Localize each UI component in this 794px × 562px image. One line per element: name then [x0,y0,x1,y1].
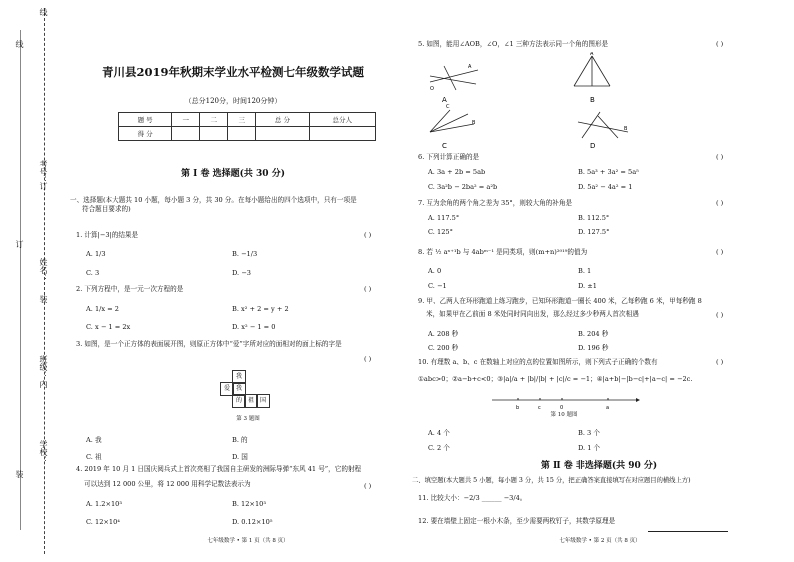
q10-option-d: D. 1 个 [578,444,601,452]
binding-mark: 装 [15,470,24,478]
svg-text:B: B [472,120,476,126]
q2-option-b: B. x² + 2 = y + 2 [232,305,289,313]
part-2-instructions: 二、填空题(本大题共 5 小题，每小题 3 分，共 15 分，把正确答案直接填写在对应题目的横线上方) [412,477,691,484]
table-cell[interactable] [172,127,200,141]
question-8: 8. 若 ½ aⁿ⁺¹b 与 4abᵐ⁻¹ 是同类项，则(m+n)²⁰¹⁹的值为 [418,248,588,256]
q10-option-a: A. 4 个 [428,429,450,437]
left-page [68,0,398,562]
cube-face: 国 [256,394,270,408]
angle-figure-c [430,104,476,132]
q1-option-b: B. −1/3 [232,250,258,258]
figure-label: C [442,142,447,150]
binding-mark: 线 [39,8,48,16]
svg-text:A: A [590,52,594,57]
q2-option-a: A. 1/x = 2 [86,305,120,313]
table-cell[interactable] [309,127,375,141]
cube-face: 我 [232,370,246,384]
exam-number-label: 考号： [39,160,48,184]
binding-strip [0,0,62,562]
svg-text:A: A [468,64,472,70]
q10-option-b: B. 3 个 [578,429,600,437]
q1-option-d: D. −3 [232,269,251,277]
table-cell[interactable] [200,127,228,141]
answer-parentheses[interactable]: ( ) [716,153,724,161]
table-cell: 得 分 [119,127,172,141]
right-page [410,0,788,562]
question-11: 11. 比较大小：−2/3 ______ −3/4。 [418,494,527,502]
cube-face: 爱 [220,382,234,396]
answer-parentheses[interactable]: ( ) [364,285,372,293]
question-1: 1. 计算|−3|的结果是 [76,231,139,239]
angle-figure-d [578,112,628,138]
figure-label: B [590,96,595,104]
q7-option-a: A. 117.5° [428,214,460,222]
question-line: 米，如果甲在乙前面 8 米处同时同向出发，那么经过多少秒两人首次相遇 [426,310,639,318]
q7-option-d: D. 127.5° [578,228,610,236]
q8-option-c: C. −1 [428,282,447,290]
answer-parentheses[interactable]: ( ) [364,231,372,239]
q6-option-a: A. 3a + 2b = 5ab [428,168,486,176]
q2-option-d: D. x² − 1 = 0 [232,323,276,331]
binding-mark: 装 [39,295,48,303]
figure-caption: 第 3 题图 [236,416,260,422]
school-label: 学校： [39,440,48,464]
q9-option-a: A. 208 秒 [428,330,459,338]
question-6: 6. 下列计算正确的是 [418,153,480,161]
instructions-line: 一、选择题(本大题共 10 小题，每小题 3 分，共 30 分。在每小题给出的四个选项中，只有一项是 [70,196,357,204]
cube-face: 我 [232,382,246,396]
q3-option-a: A. 我 [86,436,102,444]
section-2-title: 第 Ⅱ 卷 非选择题(共 90 分) [540,461,658,471]
answer-blank[interactable] [648,517,728,536]
q3-option-c: C. 祖 [86,453,102,461]
q3-option-d: D. 国 [232,453,248,461]
answer-parentheses[interactable]: ( ) [716,248,724,256]
svg-text:O: O [430,86,434,92]
answer-parentheses[interactable]: ( ) [716,40,724,48]
axis-label: b [516,405,520,411]
q1-option-c: C. 3 [86,269,100,277]
q4-option-b: B. 12×10³ [232,500,266,508]
instructions-line: 符合题目要求的) [82,205,131,213]
question-3: 3. 如图，是一个正方体的表面展开图，则原正方体中“爱”字所对应的面相对的面上标的字是 [76,340,342,348]
exam-subtitle: （总分120分，时间120分钟） [184,97,282,105]
question-line: 4. 2019 年 10 月 1 日国庆阅兵式上首次亮相了我国自主研发的洲际导弹“东风 41 号”，它的射程 [76,465,362,473]
q3-option-b: B. 的 [232,436,248,444]
table-cell: 二 [200,113,228,127]
q5-angle-figures [410,52,788,152]
binding-mark: 订 [15,240,24,248]
part-1-instructions [70,196,396,214]
q9-option-d: D. 196 秒 [578,344,609,352]
q8-option-d: D. ±1 [578,282,597,290]
page-footer: 七年级数学 • 第 2 页（共 8 页） [559,538,641,544]
answer-parentheses[interactable]: ( ) [364,355,372,363]
name-label: 姓名： [39,258,48,282]
binding-mark: 线 [15,40,24,48]
table-cell: 三 [228,113,256,127]
q7-option-c: C. 125° [428,228,453,236]
cube-face: 祖 [244,394,258,408]
q6-option-d: D. 5a² − 4a² = 1 [578,183,633,191]
q4-option-d: D. 0.12×10⁵ [232,518,273,526]
q9-option-c: C. 200 秒 [428,344,459,352]
question-9 [418,297,788,319]
q10-option-c: C. 2 个 [428,444,450,452]
binding-solid-line [20,30,21,530]
page-footer: 七年级数学 • 第 1 页（共 8 页） [207,538,289,544]
question-12: 12. 要在墙壁上固定一根小木条，至少需要两枚钉子，其数学原理是 [418,517,616,525]
exam-title: 青川县2019年秋期末学业水平检测七年级数学试题 [101,65,364,79]
question-5: 5. 如图，能用∠AOB，∠O，∠1 三种方法表示同一个角的图形是 [418,40,609,48]
class-label: 班级： [39,355,48,379]
question-10-statements: ①abc>0；②a−b+c<0；③|a|/a + |b|/|b| + |c|/c = −1；④|a+b|−|b−c|+|a−c| = −2c. [418,375,693,383]
q4-option-c: C. 12×10⁴ [86,518,120,526]
axis-label: a [606,405,610,411]
table-cell[interactable] [228,127,256,141]
figure-label: D [590,142,596,150]
cube-face: 的 [232,394,246,408]
q1-option-a: A. 1/3 [86,250,106,258]
q7-option-b: B. 112.5° [578,214,610,222]
binding-mark: 内 [39,380,48,388]
binding-mark: 订 [39,182,48,190]
score-table-row [119,127,376,141]
answer-parentheses[interactable]: ( ) [364,482,372,490]
question-10: 10. 有理数 a、b、c 在数轴上对应的点的位置如图所示，则下列式子正确的个数有 [418,358,658,366]
q2-option-c: C. x − 1 = 2x [86,323,131,331]
figure-caption: 第 10 题图 [550,412,578,418]
q6-option-c: C. 3a²b − 2ba² = a²b [428,183,498,191]
angle-figure-a [430,64,478,92]
table-cell[interactable] [256,127,309,141]
question-line: 可以达到 12 000 公里，将 12 000 用科学记数法表示为 [84,480,251,488]
table-cell: 总 分 [256,113,309,127]
svg-text:C: C [446,104,450,110]
table-cell: 题 号 [119,113,172,127]
axis-label: c [538,405,541,411]
question-2: 2. 下列方程中，是一元一次方程的是 [76,285,184,293]
q8-option-a: A. 0 [428,267,442,275]
question-7: 7. 互为余角的两个角之差为 35°，则较大角的补角是 [418,199,573,207]
angle-figure-b [574,52,610,86]
axis-label: 0 [560,405,564,411]
svg-text:B: B [624,126,628,132]
answer-parentheses[interactable]: ( ) [716,199,724,207]
score-table [118,112,376,141]
score-table-row [119,113,376,127]
q9-option-b: B. 204 秒 [578,330,609,338]
table-cell: 一 [172,113,200,127]
q6-option-b: B. 5a³ + 3a² = 5a⁵ [578,168,639,176]
number-line-figure [490,392,640,412]
figure-label: A [442,96,447,104]
question-4 [76,465,400,489]
answer-parentheses[interactable]: ( ) [716,358,724,366]
section-1-title: 第 Ⅰ 卷 选择题(共 30 分) [181,169,285,179]
q8-option-b: B. 1 [578,267,592,275]
question-line: 9. 甲、乙两人在环形跑道上练习跑步，已知环形跑道一圈长 400 米，乙每秒跑 6 米，甲每秒跑 8 [418,297,702,305]
answer-parentheses[interactable]: ( ) [716,311,724,319]
table-cell: 总分人 [309,113,375,127]
q4-option-a: A. 1.2×10³ [86,500,122,508]
